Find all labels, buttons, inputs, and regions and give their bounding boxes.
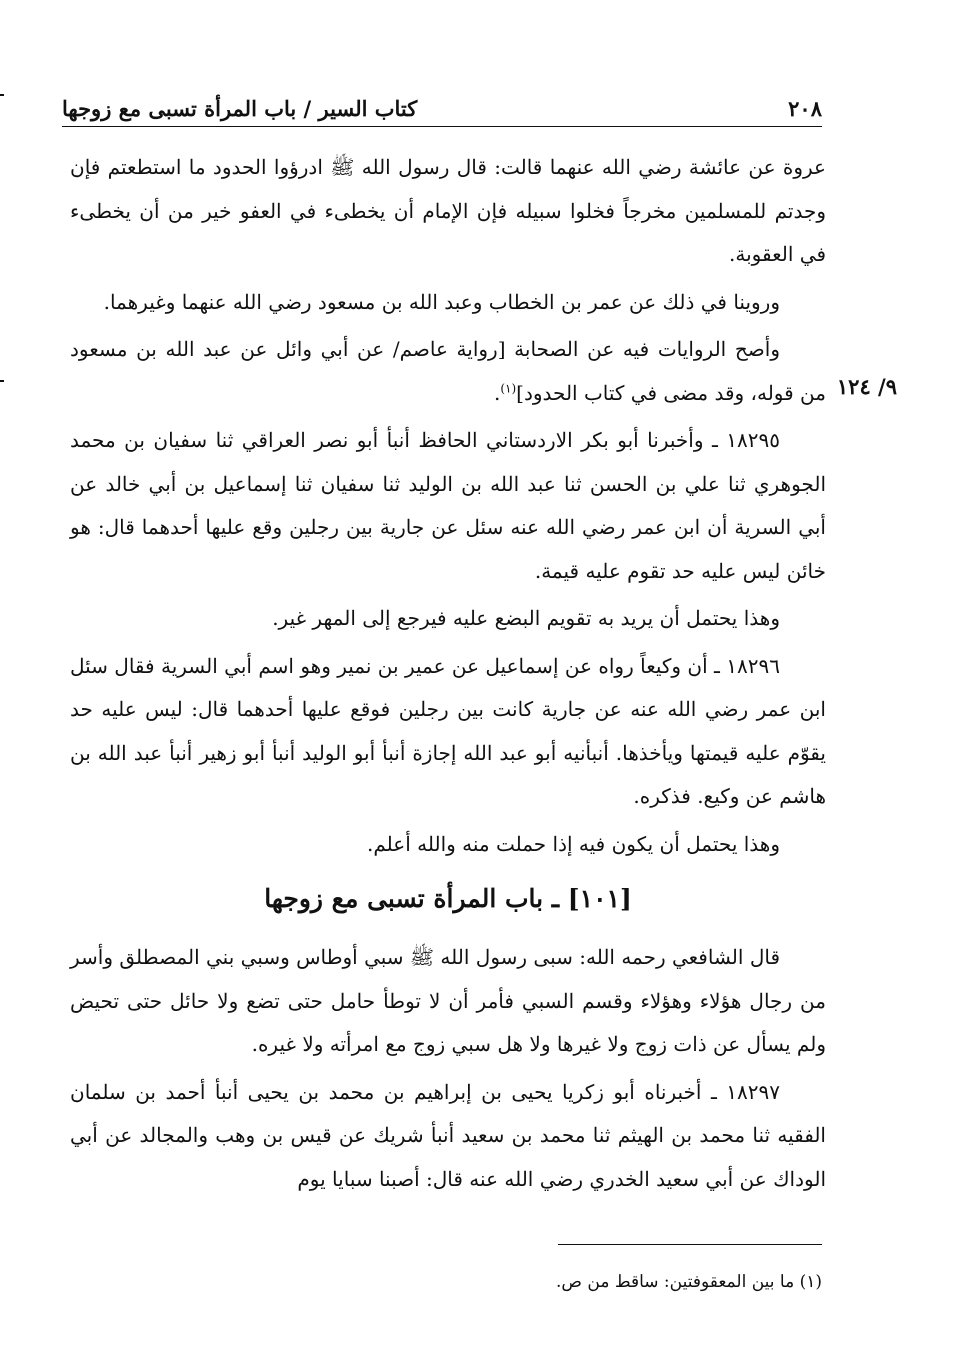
main-text <box>70 146 826 1205</box>
page-number: ٢٠٨ <box>788 96 822 121</box>
edge-mark <box>0 380 4 382</box>
footnote-reference: (١) <box>500 380 517 395</box>
paragraph: ١٨٢٩٦ ـ أن وكيعاً رواه عن إسماعيل عن عمير بن نمير وهو اسم أبي السرية فقال سئل ابن عمر رضي الله عنه عن جارية كانت بين رجلين فوقع عليها أحدهما قال: ليس عليه حد يقوّم عليه قيمتها ويأخذها. أنبأنيه أبو عبد الله إجازة أنبأ أبو الوليد أنبأ أبو زهير أنبأ عبد الله بن هاشم عن وكيع. فذكره. <box>70 653 826 808</box>
paragraph: عروة عن عائشة رضي الله عنهما قالت: قال رسول الله ﷺ ادرؤوا الحدود ما استطعتم فإن وجدتم للمسلمين مخرجاً فخلوا سبيله فإن الإمام أن يخطىء في العفو خير من أن يخطىء في العقوبة. <box>70 155 826 266</box>
footnote-separator <box>558 1244 822 1245</box>
paragraph-end: . <box>493 380 501 405</box>
margin-reference: ٩/ ١٢٤ <box>836 374 897 399</box>
paragraph: ١٨٢٩٧ ـ أخبرناه أبو زكريا يحيى بن إبراهيم بن محمد بن يحيى أنبأ أحمد بن سلمان الفقيه ثنا محمد بن الهيثم ثنا محمد بن سعيد أنبأ شريك عن قيس بن وهب والمجالد عن أبي الوداك عن أبي سعيد الخدري رضي الله عنه قال: أصبنا سبايا يوم <box>70 1079 826 1191</box>
running-header <box>62 92 822 127</box>
paragraph: ١٨٢٩٥ ـ وأخبرنا أبو بكر الاردستاني الحافظ أنبأ أبو نصر العراقي ثنا سفيان بن محمد الجوهري ثنا علي بن الحسن ثنا عبد الله بن الوليد ثنا سفيان ثنا إسماعيل بن أبي خالد عن أبي السرية أن ابن عمر رضي الله عنه سئل عن جارية بين رجلين وقع عليها أحدهما قال: هو خائن ليس عليه حد تقوم عليه قيمة. <box>70 428 826 583</box>
paragraph: وهذا يحتمل أن يريد به تقويم البضع عليه فيرجع إلى المهر غير. <box>272 606 780 630</box>
running-header-title: كتاب السير / باب المرأة تسبى مع زوجها <box>62 96 418 121</box>
footnote: (١) ما بين المعقوفتين: ساقط من ص. <box>556 1272 822 1292</box>
paragraph: وروينا في ذلك عن عمر بن الخطاب وعبد الله بن مسعود رضي الله عنهما وغيرهما. <box>103 289 780 314</box>
paragraph: قال الشافعي رحمه الله: سبى رسول الله ﷺ سبي أوطاس وسبي بني المصطلق وأسر من رجال هؤلاء وهؤلاء وقسم السبي فأمر أن لا توطأ حامل حتى تضع ولا حائل حتى تحيض ولم يسأل عن ذات زوج ولا غيرها ولا هل سبي زوج مع امرأته ولا غيره. <box>70 945 826 1056</box>
paragraph <box>70 328 826 415</box>
paragraph: وهذا يحتمل أن يكون فيه إذا حملت منه والله أعلم. <box>367 831 780 856</box>
section-heading: [١٠١] ـ باب المرأة تسبى مع زوجها <box>264 884 632 913</box>
edge-mark <box>0 94 4 96</box>
paragraph-text: وأصح الروايات فيه عن الصحابة [رواية عاصم/ عن أبي وائل عن عبد الله بن مسعود من قوله، وقد مضى في كتاب الحدود] <box>70 337 826 405</box>
